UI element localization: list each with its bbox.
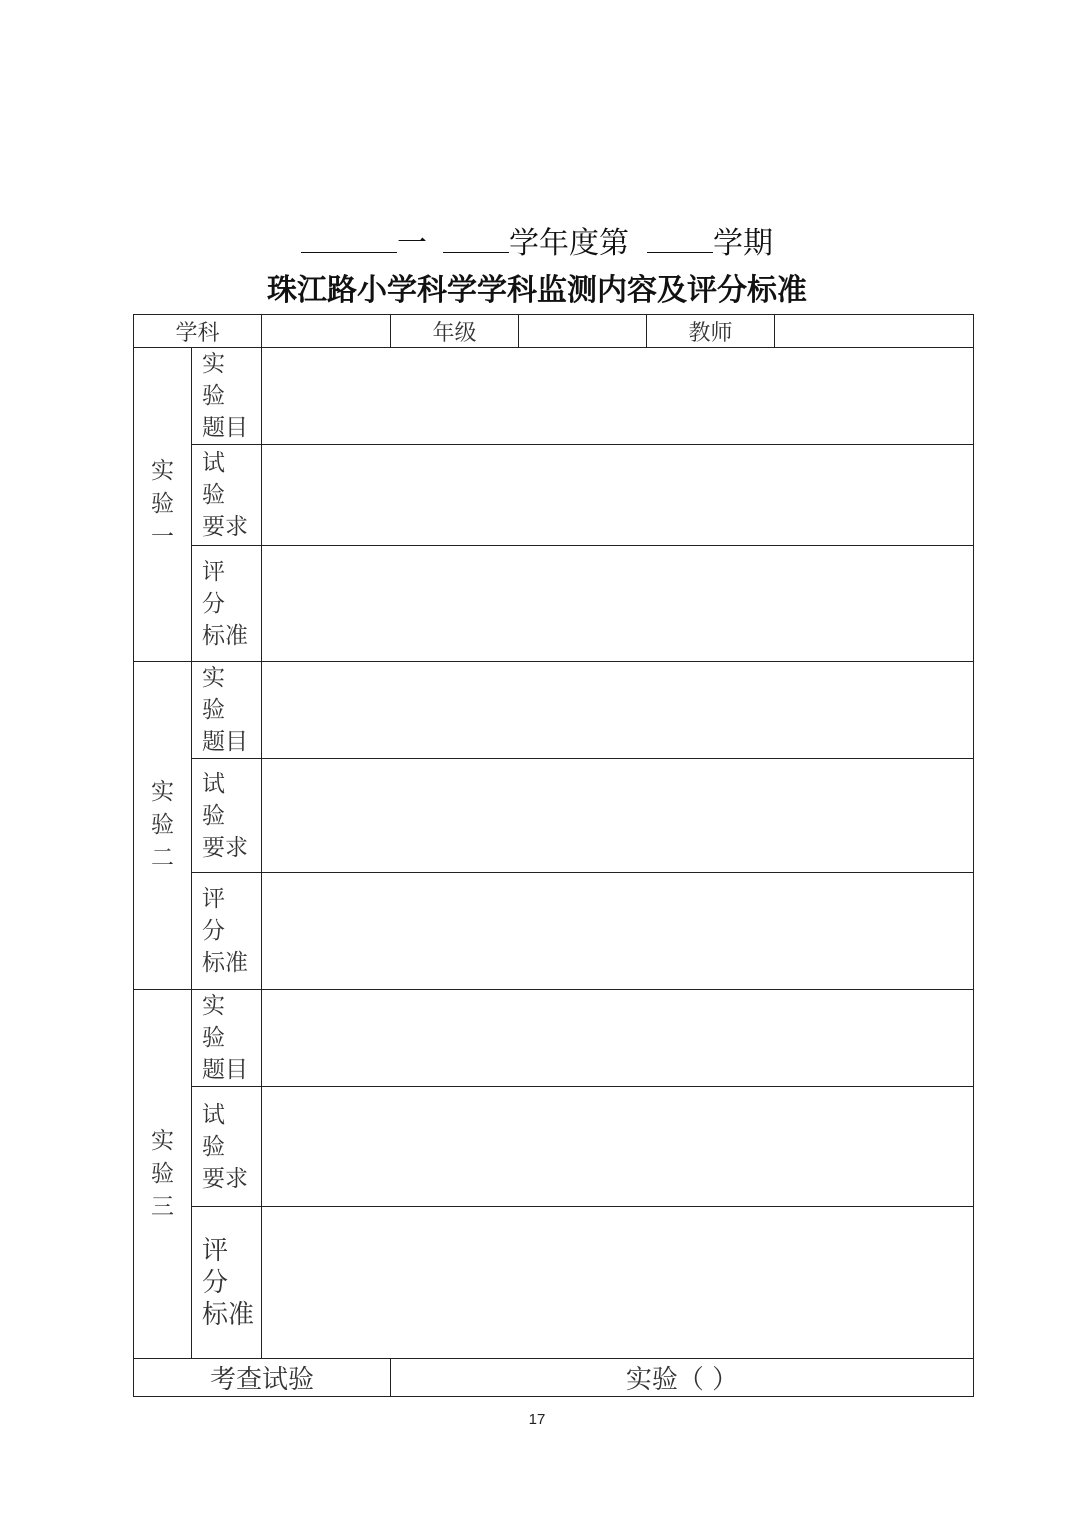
label-line: 试 验 xyxy=(202,450,235,508)
exp3-topic-content[interactable] xyxy=(262,990,974,1087)
exp2-label-char: 实 xyxy=(151,779,174,805)
label-line: 标准 xyxy=(202,1299,255,1330)
exp1-topic-row xyxy=(134,348,974,445)
exp3-requirement-row xyxy=(134,1087,974,1207)
exp2-label-char: 验 xyxy=(151,812,174,838)
label-line: 标准 xyxy=(202,950,248,976)
exp3-scoring-label xyxy=(192,1207,262,1359)
monitoring-form-table xyxy=(133,314,974,1397)
exp2-label-char: 二 xyxy=(151,845,174,871)
exp3-label-char: 验 xyxy=(151,1160,174,1187)
info-row xyxy=(134,315,974,348)
exp1-requirement-row xyxy=(134,445,974,546)
page-title: 珠江路小学科学学科监测内容及评分标准 xyxy=(267,273,807,308)
exp1-requirement-label xyxy=(192,445,262,546)
label-line: 实 验 xyxy=(202,665,235,723)
label-line: 题目 xyxy=(202,1057,248,1083)
exp1-scoring-row xyxy=(134,546,974,662)
year-end-blank[interactable] xyxy=(443,226,509,253)
label-line: 试 验 xyxy=(202,1101,235,1160)
exp3-requirement-content[interactable] xyxy=(262,1087,974,1207)
exp1-scoring-content[interactable] xyxy=(262,546,974,662)
exp1-requirement-content[interactable] xyxy=(262,445,974,546)
teacher-label: 教师 xyxy=(647,315,775,348)
exp1-topic-content[interactable] xyxy=(262,348,974,445)
exp1-label-char: 一 xyxy=(151,524,174,550)
exp2-topic-label xyxy=(192,662,262,759)
label-line: 试 验 xyxy=(202,770,235,829)
label-line: 要求 xyxy=(202,834,248,861)
exp2-requirement-label xyxy=(192,759,262,873)
exp1-label xyxy=(134,348,192,662)
exp2-topic-content[interactable] xyxy=(262,662,974,759)
exp2-scoring-label xyxy=(192,873,262,990)
exp2-requirement-row xyxy=(134,759,974,873)
teacher-field[interactable] xyxy=(775,315,974,348)
exp2-requirement-content[interactable] xyxy=(262,759,974,873)
exam-experiment-label: 考查试验 xyxy=(134,1359,391,1397)
label-line: 要求 xyxy=(202,514,248,540)
exp3-label-char: 实 xyxy=(151,1127,174,1154)
grade-field[interactable] xyxy=(519,315,647,348)
label-line: 评 分 xyxy=(202,558,235,617)
exp3-requirement-label xyxy=(192,1087,262,1207)
label-line: 实 验 xyxy=(202,993,235,1051)
exp3-label-char: 三 xyxy=(151,1193,174,1220)
exp2-scoring-row xyxy=(134,873,974,990)
term-blank[interactable] xyxy=(647,226,713,253)
label-line: 评 分 xyxy=(202,1235,231,1298)
exp1-label-char: 验 xyxy=(151,491,174,517)
year-text: 学年度第 xyxy=(509,226,629,261)
term-text: 学期 xyxy=(713,226,773,261)
subject-label: 学科 xyxy=(134,315,262,348)
label-line: 标准 xyxy=(202,622,248,649)
exam-experiment-row xyxy=(134,1359,974,1397)
label-line: 实 验 xyxy=(202,351,235,409)
page-number: 17 xyxy=(528,1411,546,1428)
label-line: 评 分 xyxy=(202,886,235,944)
exp1-topic-label xyxy=(192,348,262,445)
exp2-label xyxy=(134,662,192,990)
exp1-scoring-label xyxy=(192,546,262,662)
exp1-label-char: 实 xyxy=(151,458,174,484)
exp3-topic-label xyxy=(192,990,262,1087)
exp3-scoring-content[interactable] xyxy=(262,1207,974,1359)
label-line: 要求 xyxy=(202,1165,248,1192)
year-dash: 一 xyxy=(397,226,427,261)
school-year-line xyxy=(0,218,1074,262)
exp3-topic-row xyxy=(134,990,974,1087)
label-line: 题目 xyxy=(202,729,248,755)
exp3-label xyxy=(134,990,192,1359)
grade-label: 年级 xyxy=(391,315,519,348)
exp2-topic-row xyxy=(134,662,974,759)
exp2-scoring-content[interactable] xyxy=(262,873,974,990)
exp3-scoring-row xyxy=(134,1207,974,1359)
subject-field[interactable] xyxy=(262,315,391,348)
label-line: 题目 xyxy=(202,415,248,441)
exam-experiment-field[interactable]: 实验（ ） xyxy=(391,1359,974,1397)
year-start-blank[interactable] xyxy=(301,226,397,253)
